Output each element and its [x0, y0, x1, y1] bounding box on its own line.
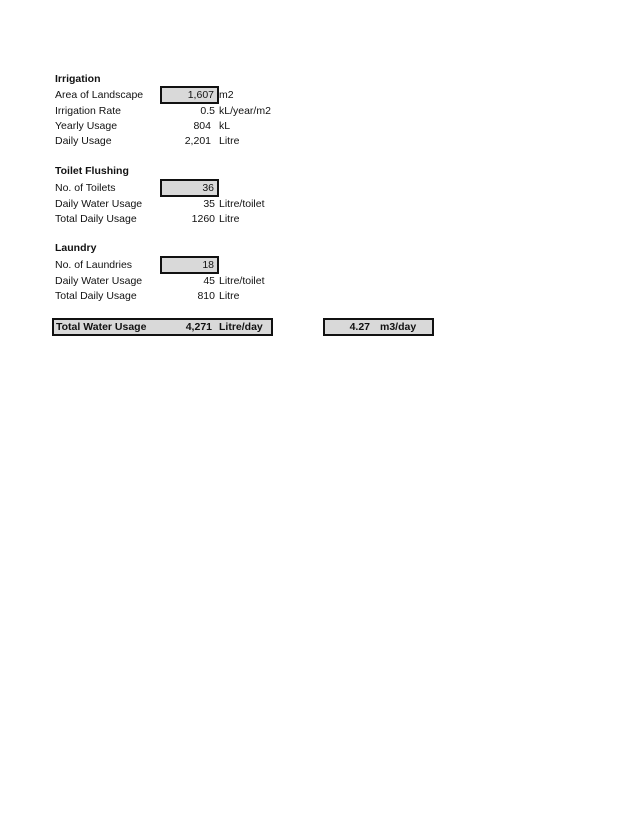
toilet-total-daily-usage-value: 1260: [191, 213, 215, 225]
toilet-flushing-heading: Toilet Flushing: [55, 165, 129, 177]
total-water-usage-m3-value: 4.27: [349, 321, 370, 333]
toilet-daily-water-usage-value: 35: [203, 198, 215, 210]
area-of-landscape-unit: m2: [219, 89, 234, 101]
total-water-usage-box: [52, 318, 273, 336]
yearly-usage-value: 804: [193, 120, 211, 132]
laundry-daily-water-usage-value: 45: [203, 275, 215, 287]
no-of-toilets-label: No. of Toilets: [55, 182, 116, 194]
laundry-daily-water-usage-label: Daily Water Usage: [55, 275, 143, 287]
no-of-toilets-input[interactable]: [160, 179, 219, 197]
laundry-heading: Laundry: [55, 242, 97, 254]
area-of-landscape-input[interactable]: [160, 86, 219, 104]
no-of-laundries-label: No. of Laundries: [55, 259, 133, 271]
irrigation-rate-unit: kL/year/m2: [219, 105, 271, 117]
toilet-total-daily-usage-label: Total Daily Usage: [55, 213, 137, 225]
toilet-daily-water-usage-unit: Litre/toilet: [219, 198, 265, 210]
irrigation-rate-label: Irrigation Rate: [55, 105, 121, 117]
toilet-total-daily-usage-unit: Litre: [219, 213, 240, 225]
laundry-total-daily-usage-unit: Litre: [219, 290, 240, 302]
yearly-usage-unit: kL: [219, 120, 231, 132]
total-water-usage-value: 4,271: [185, 321, 212, 333]
laundry-daily-water-usage-unit: Litre/toilet: [219, 275, 265, 287]
yearly-usage-label: Yearly Usage: [55, 120, 118, 132]
area-of-landscape-value: 1,607: [187, 89, 214, 101]
area-of-landscape-label: Area of Landscape: [55, 89, 144, 101]
laundry-total-daily-usage-label: Total Daily Usage: [55, 290, 137, 302]
daily-usage-value: 2,201: [184, 135, 211, 147]
daily-usage-unit: Litre: [219, 135, 240, 147]
total-water-usage-m3-unit: m3/day: [380, 321, 417, 333]
toilet-daily-water-usage-label: Daily Water Usage: [55, 198, 143, 210]
total-water-usage-label: Total Water Usage: [56, 321, 147, 333]
laundry-total-daily-usage-value: 810: [197, 290, 215, 302]
no-of-laundries-value: 18: [202, 259, 214, 271]
total-water-usage-m3-box: [323, 318, 434, 336]
irrigation-rate-value: 0.5: [200, 105, 215, 117]
no-of-toilets-value: 36: [202, 182, 214, 194]
daily-usage-label: Daily Usage: [55, 135, 112, 147]
total-water-usage-unit: Litre/day: [219, 321, 263, 333]
irrigation-heading: Irrigation: [55, 73, 101, 85]
no-of-laundries-input[interactable]: [160, 256, 219, 274]
